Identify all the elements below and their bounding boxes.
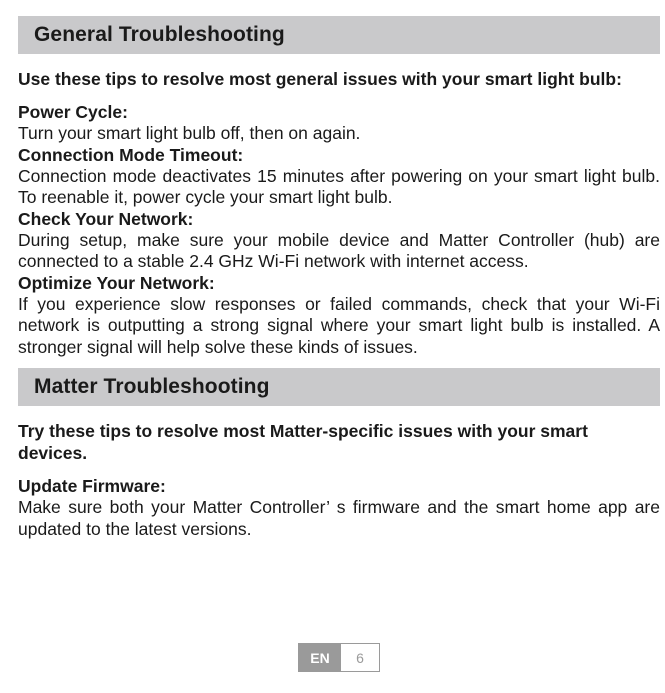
general-heading-text: General Troubleshooting [34,23,285,46]
matter-troubleshooting-heading [18,368,660,406]
page-number: 6 [341,644,379,671]
tip-body: Make sure both your Matter Controller’ s firmware and the smart home app are updated to the latest versions. [18,497,660,539]
general-troubleshooting-heading [18,16,660,54]
manual-page [18,16,660,540]
tip-body: Turn your smart light bulb off, then on again. [18,123,361,143]
tip-body: During setup, make sure your mobile device and Matter Controller (hub) are connected to a stable 2.4 GHz Wi-Fi network with internet access. [18,229,660,271]
language-badge: EN [299,644,341,671]
tip-optimize-network [18,273,660,359]
tip-title: Power Cycle: [18,102,128,122]
tip-power-cycle [18,102,660,145]
tip-title: Update Firmware: [18,476,166,496]
general-intro: Use these tips to resolve most general issues with your smart light bulb: [18,69,622,89]
tip-update-firmware [18,476,660,540]
matter-heading-text: Matter Troubleshooting [34,375,270,398]
tip-connection-mode-timeout [18,145,660,209]
matter-intro: Try these tips to resolve most Matter-specific issues with your smart devices. [18,421,588,463]
tip-body: Connection mode deactivates 15 minutes after powering on your smart light bulb. To reenable it, power cycle your smart light bulb. [18,165,660,207]
page-footer [298,643,380,672]
tip-title: Check Your Network: [18,208,194,229]
tip-title: Optimize Your Network: [18,272,215,293]
tip-check-network [18,209,660,273]
tip-title: Connection Mode Timeout: [18,144,244,165]
tip-body: If you experience slow responses or failed commands, check that your Wi-Fi network is outputting a strong signal where your smart light bulb is installed. A stronger signal will help solve these kinds of issues. [18,293,660,357]
